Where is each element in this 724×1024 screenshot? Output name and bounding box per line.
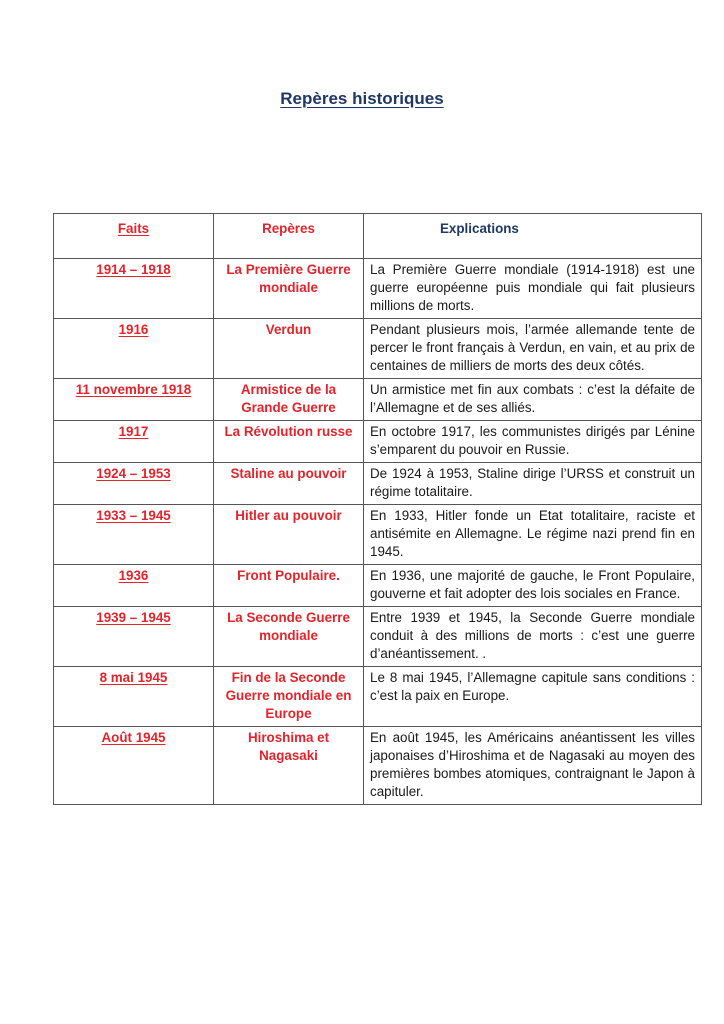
- table-row: [54, 667, 702, 727]
- fait-cell: 8 mai 1945: [54, 667, 214, 727]
- table-row: [54, 463, 702, 505]
- header-faits: Faits: [54, 214, 214, 259]
- fait-cell: 11 novembre 1918: [54, 379, 214, 421]
- repere-cell: Hiroshima et Nagasaki: [214, 727, 364, 805]
- fait-cell: 1939 – 1945: [54, 607, 214, 667]
- table-header-row: [54, 214, 702, 259]
- repere-cell: La Révolution russe: [214, 421, 364, 463]
- fait-cell: 1933 – 1945: [54, 505, 214, 565]
- table-row: [54, 727, 702, 805]
- repere-cell: Armistice de la Grande Guerre: [214, 379, 364, 421]
- explication-cell: Pendant plusieurs mois, l’armée allemande tente de percer le front français à Verdun, en vain, et au prix de centaines de milliers de morts des deux côtés.: [364, 319, 702, 379]
- repere-cell: Hitler au pouvoir: [214, 505, 364, 565]
- table-row: [54, 319, 702, 379]
- repere-cell: La Seconde Guerre mondiale: [214, 607, 364, 667]
- table-row: [54, 421, 702, 463]
- header-reperes: Repères: [214, 214, 364, 259]
- explication-cell: La Première Guerre mondiale (1914-1918) est une guerre européenne puis mondiale qui fait plusieurs millions de morts.: [364, 259, 702, 319]
- table-row: [54, 607, 702, 667]
- explication-cell: En 1936, une majorité de gauche, le Front Populaire, gouverne et fait adopter des lois sociales en France.: [364, 565, 702, 607]
- table-row: [54, 259, 702, 319]
- explication-cell: Le 8 mai 1945, l’Allemagne capitule sans conditions : c’est la paix en Europe.: [364, 667, 702, 727]
- repere-cell: Verdun: [214, 319, 364, 379]
- repere-cell: Front Populaire.: [214, 565, 364, 607]
- table-row: [54, 379, 702, 421]
- explication-cell: Un armistice met fin aux combats : c’est la défaite de l’Allemagne et de ses alliés.: [364, 379, 702, 421]
- repere-cell: La Première Guerre mondiale: [214, 259, 364, 319]
- table-row: [54, 505, 702, 565]
- fait-cell: 1924 – 1953: [54, 463, 214, 505]
- table-row: [54, 565, 702, 607]
- fait-cell: 1914 – 1918: [54, 259, 214, 319]
- fait-cell: Août 1945: [54, 727, 214, 805]
- explication-cell: En 1933, Hitler fonde un Etat totalitaire, raciste et antisémite en Allemagne. Le régime nazi prend fin en 1945.: [364, 505, 702, 565]
- repere-cell: Staline au pouvoir: [214, 463, 364, 505]
- explication-cell: De 1924 à 1953, Staline dirige l’URSS et construit un régime totalitaire.: [364, 463, 702, 505]
- page-title: Repères historiques: [280, 89, 444, 108]
- fait-cell: 1936: [54, 565, 214, 607]
- fait-cell: 1916: [54, 319, 214, 379]
- header-explications: Explications: [364, 214, 702, 259]
- historical-landmarks-table: [53, 213, 702, 805]
- explication-cell: En août 1945, les Américains anéantissent les villes japonaises d’Hiroshima et de Nagasaki au moyen des premières bombes atomiques, contraignant le Japon à capituler.: [364, 727, 702, 805]
- fait-cell: 1917: [54, 421, 214, 463]
- explication-cell: Entre 1939 et 1945, la Seconde Guerre mondiale conduit à des millions de morts : c’est une guerre d’anéantissement. .: [364, 607, 702, 667]
- explication-cell: En octobre 1917, les communistes dirigés par Lénine s’emparent du pouvoir en Russie.: [364, 421, 702, 463]
- repere-cell: Fin de la Seconde Guerre mondiale en Europe: [214, 667, 364, 727]
